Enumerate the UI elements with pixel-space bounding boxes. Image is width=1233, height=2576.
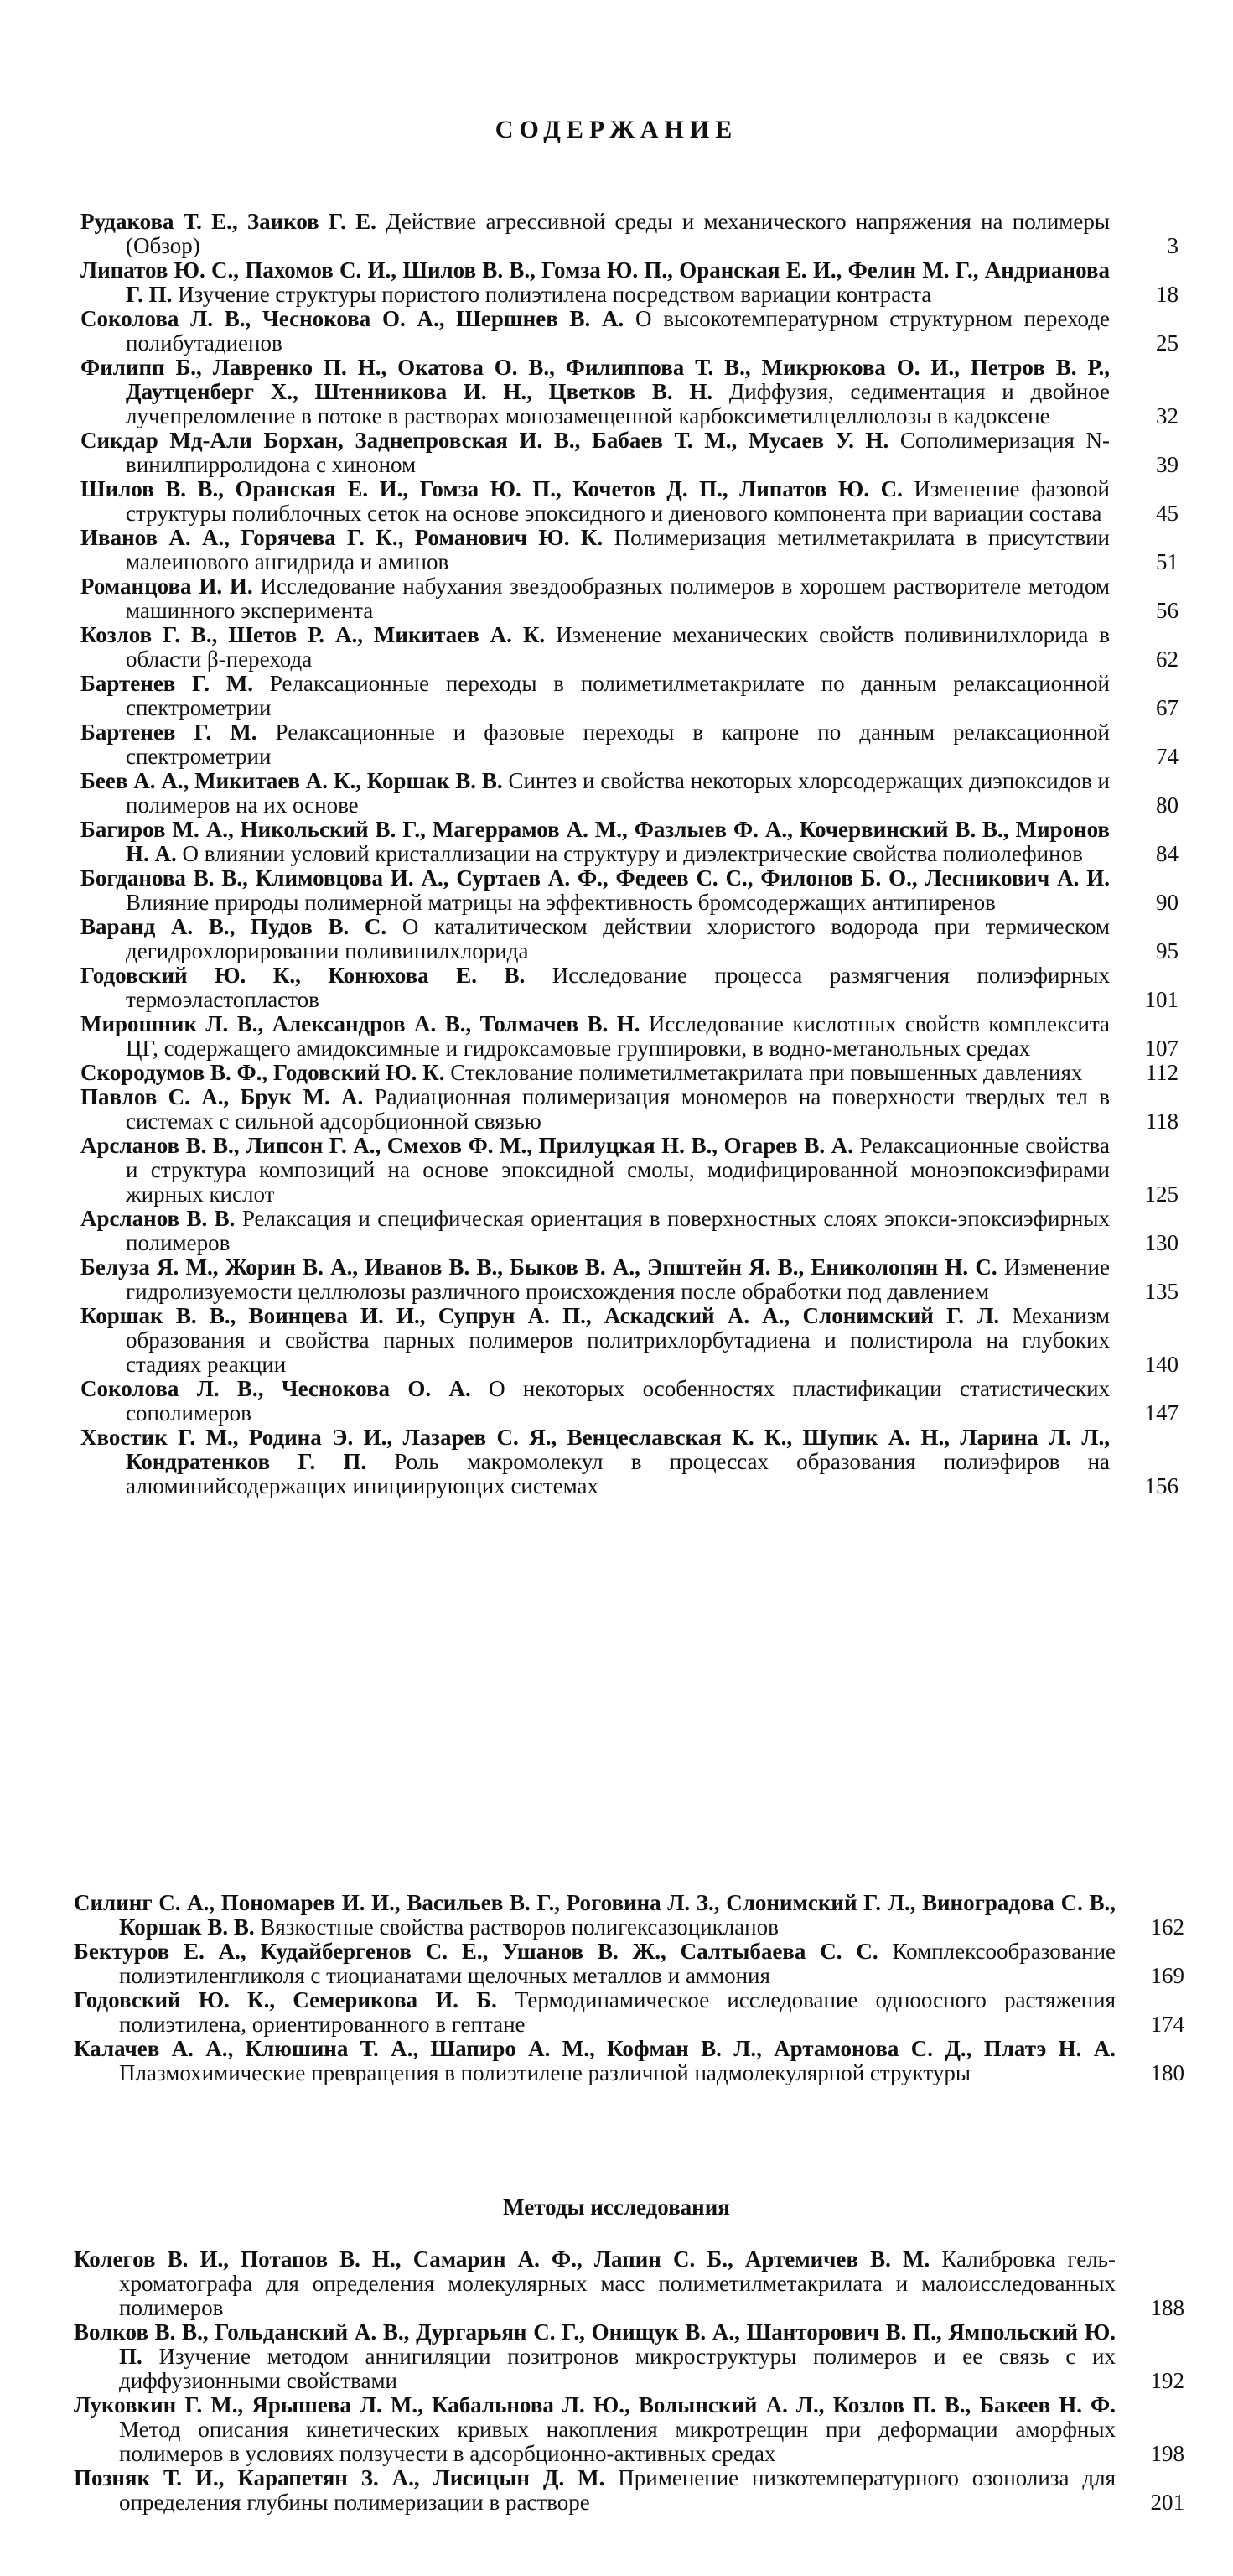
entry-page-number: 112 xyxy=(1145,1060,1179,1085)
toc-entry xyxy=(80,356,1179,428)
entry-title: Метод описания кинетических кривых накопления микротрещин при деформации аморфных полимеров в условиях ползучести в адсорбционно-активных средах xyxy=(119,2417,1116,2466)
entry-title: Диффузия, седиментация и двойное лучепреломление в потоке в растворах монозамещенной карбоксиметилцеллюлозы в кадоксене xyxy=(126,379,1110,428)
entry-page-number: 101 xyxy=(1144,987,1179,1012)
section-title: Методы исследования xyxy=(503,2194,730,2220)
entry-authors: Филипп Б., Лавренко П. Н., Окатова О. В., Филиппова Т. В., Микрюкова О. И., Петров В. Р., Даутценберг Х., Штенникова И. Н., Цветков В. Н. xyxy=(80,355,1110,404)
entry-page-number: 84 xyxy=(1156,841,1179,866)
entry-page-number: 25 xyxy=(1156,330,1179,356)
entry-title: Релаксационные и фазовые переходы в капроне по данным релаксационной спектрометрии xyxy=(126,719,1110,769)
entry-title: Полимеризация метилметакрилата в присутствии малеинового ангидрида и аминов xyxy=(126,525,1110,574)
entry-page-number: 80 xyxy=(1156,792,1179,818)
entry-page-number: 192 xyxy=(1150,2368,1184,2393)
contents-list-3 xyxy=(74,2247,1184,2515)
entry-authors: Годовский Ю. К., Конюхова Е. В. xyxy=(80,963,526,988)
entry-page-number: 56 xyxy=(1156,598,1179,623)
entry-authors: Бартенев Г. М. xyxy=(80,719,257,745)
entry-authors: Калачев А. А., Клюшина Т. А., Шапиро А. М., Кофман В. Л., Артамонова С. Д., Платэ Н. А. xyxy=(74,2036,1116,2061)
entry-authors: Павлов С. А., Брук М. А. xyxy=(80,1084,364,1109)
toc-entry xyxy=(80,818,1179,866)
entry-authors: Силинг С. А., Пономарев И. И., Васильев В. Г., Роговина Л. З., Слонимский Г. Л., Виноградова С. В., Коршак В. В. xyxy=(74,1890,1116,1940)
entry-page-number: 180 xyxy=(1150,2060,1184,2085)
entry-page-number: 90 xyxy=(1156,890,1179,915)
entry-title: Действие агрессивной среды и механического напряжения на полимеры (Обзор) xyxy=(126,209,1110,258)
toc-entry xyxy=(80,623,1179,672)
entry-title: Релаксационные переходы в полиметилметакрилате по данным релаксационной спектрометрии xyxy=(126,671,1110,720)
entry-authors: Арсланов В. В., Липсон Г. А., Смехов Ф. М., Прилуцкая Н. В., Огарев В. А. xyxy=(80,1133,853,1158)
entry-authors: Рудакова Т. Е., Заиков Г. Е. xyxy=(80,209,376,234)
toc-entry xyxy=(80,1426,1179,1498)
entry-authors: Позняк Т. И., Карапетян З. А., Лисицын Д. М. xyxy=(74,2465,605,2490)
toc-entry xyxy=(80,915,1179,963)
entry-title: Применение низкотемпературного озонолиза для определения глубины полимеризации в растворе xyxy=(119,2465,1116,2515)
entry-page-number: 51 xyxy=(1156,549,1179,574)
entry-title: Сополимеризация N-винилпирролидона с хиноном xyxy=(126,428,1110,477)
toc-entry xyxy=(74,1988,1184,2037)
toc-entry xyxy=(74,2466,1184,2515)
entry-authors: Годовский Ю. К., Семерикова И. Б. xyxy=(74,1987,497,2012)
toc-entry xyxy=(80,1304,1179,1377)
toc-entry xyxy=(80,1255,1179,1304)
entry-page-number: 162 xyxy=(1150,1914,1184,1940)
entry-authors: Беев А. А., Микитаев А. К., Коршак В. В. xyxy=(80,768,503,793)
entry-authors: Варанд А. В., Пудов В. С. xyxy=(80,914,387,939)
entry-authors: Романцова И. И. xyxy=(80,574,253,599)
entry-page-number: 3 xyxy=(1167,233,1179,258)
entry-page-number: 74 xyxy=(1156,744,1179,769)
entry-title: Вязкостные свойства растворов полигексазоцикланов xyxy=(260,1914,779,1940)
toc-entry xyxy=(80,963,1179,1012)
entry-authors: Сикдар Мд-Али Борхан, Заднепровская И. В., Бабаев Т. М., Мусаев У. Н. xyxy=(80,428,889,453)
toc-entry xyxy=(80,1134,1179,1207)
entry-title: Изменение фазовой структуры полиблочных сеток на основе эпоксидного и диенового компонента при вариации состава xyxy=(126,476,1111,526)
entry-authors: Богданова В. В., Климовцова И. А., Суртаев А. Ф., Федеев С. С., Филонов Б. О., Лесникович А. И. xyxy=(80,865,1110,891)
entry-page-number: 130 xyxy=(1144,1230,1179,1255)
entry-page-number: 135 xyxy=(1144,1279,1179,1304)
entry-page-number: 95 xyxy=(1156,938,1179,963)
toc-entry xyxy=(80,574,1179,623)
entry-authors: Скородумов В. Ф., Годовский Ю. К. xyxy=(80,1060,445,1085)
entry-page-number: 67 xyxy=(1156,695,1179,720)
entry-authors: Бектуров Е. А., Кудайбергенов С. Е., Ушанов В. Ж., Салтыбаева С. С. xyxy=(74,1939,878,1964)
toc-entry xyxy=(74,2320,1184,2393)
entry-page-number: 18 xyxy=(1156,282,1179,307)
entry-title: Релаксация и специфическая ориентация в поверхностных слоях эпокси-эпоксиэфирных полимеров xyxy=(126,1206,1111,1255)
entry-title: Термодинамическое исследование одноосного растяжения полиэтилена, ориентированного в гептане xyxy=(119,1987,1116,2037)
entry-title: Калибровка гель-хроматографа для определения молекулярных масс полиметилметакрилата и малоисследованных полимеров xyxy=(119,2246,1116,2320)
page-title: СОДЕРЖАНИЕ xyxy=(495,116,738,143)
entry-title: О высокотемпературном структурном переходе полибутадиенов xyxy=(126,306,1110,356)
toc-entry xyxy=(80,1377,1179,1426)
entry-authors: Соколова Л. В., Чеснокова О. А. xyxy=(80,1376,471,1401)
entry-page-number: 45 xyxy=(1156,501,1179,526)
toc-entry xyxy=(80,428,1179,477)
entry-page-number: 169 xyxy=(1150,1963,1184,1988)
entry-page-number: 156 xyxy=(1144,1473,1179,1498)
entry-authors: Иванов А. А., Горячева Г. К., Романович Ю. К. xyxy=(80,525,604,550)
toc-entry xyxy=(80,1207,1179,1255)
entry-authors: Хвостик Г. М., Родина Э. И., Лазарев С. Я., Венцеславская К. К., Шупик А. Н., Ларина Л. Л., Кондратенков Г. П. xyxy=(80,1425,1110,1474)
contents-list-2 xyxy=(74,1891,1184,2085)
entry-title: Изучение методом аннигиляции позитронов микроструктуры полимеров и ее связь с их диффузионными свойствами xyxy=(119,2344,1116,2393)
entry-title: Роль макромолекул в процессах образования полиэфиров на алюминийсодержащих инициирующих системах xyxy=(126,1449,1111,1498)
toc-entry xyxy=(80,526,1179,574)
entry-authors: Белуза Я. М., Жорин В. А., Иванов В. В., Быков В. А., Эпштейн Я. В., Ениколопян Н. С. xyxy=(80,1254,997,1280)
toc-entry xyxy=(74,2393,1184,2466)
toc-entry xyxy=(74,1891,1184,1940)
entry-page-number: 32 xyxy=(1156,403,1179,428)
toc-entry xyxy=(80,1012,1179,1061)
entry-title: О влиянии условий кристаллизации на структуру и диэлектрические свойства полиолефинов xyxy=(182,841,1083,866)
entry-title: Исследование кислотных свойств комплексита ЦГ, содержащего амидоксимные и гидроксамовые группировки, в водно-метанольных средах xyxy=(126,1011,1111,1061)
entry-title: Синтез и свойства некоторых хлорсодержащих диэпоксидов и полимеров на их основе xyxy=(126,768,1110,818)
toc-entry xyxy=(74,2037,1184,2085)
entry-title: О некоторых особенностях пластификации статистических сополимеров xyxy=(126,1376,1111,1426)
entry-authors: Арсланов В. В. xyxy=(80,1206,236,1231)
toc-entry xyxy=(80,1061,1179,1085)
entry-authors: Мирошник Л. В., Александров А. В., Толмачев В. Н. xyxy=(80,1011,640,1036)
entry-authors: Шилов В. В., Оранская Е. И., Гомза Ю. П., Кочетов Д. П., Липатов Ю. С. xyxy=(80,476,903,501)
toc-entry xyxy=(80,477,1179,526)
entry-authors: Липатов Ю. С., Пахомов С. И., Шилов В. В., Гомза Ю. П., Оранская Е. И., Фелин М. Г., Андрианова Г. П. xyxy=(80,257,1110,307)
entry-title: Изучение структуры пористого полиэтилена посредством вариации контраста xyxy=(178,282,932,307)
entry-authors: Соколова Л. В., Чеснокова О. А., Шершнев В. А. xyxy=(80,306,624,331)
entry-page-number: 201 xyxy=(1150,2490,1184,2515)
entry-title: Изменение гидролизуемости целлюлозы различного происхождения после обработки под давлением xyxy=(126,1254,1110,1304)
toc-entry xyxy=(80,258,1179,307)
toc-entry xyxy=(74,2247,1184,2320)
toc-entry xyxy=(80,1085,1179,1134)
entry-authors: Багиров М. А., Никольский В. Г., Магеррамов А. М., Фазлыев Ф. А., Кочервинский В. В., Миронов Н. А. xyxy=(80,817,1110,866)
entry-page-number: 118 xyxy=(1145,1109,1179,1134)
entry-title: Исследование процесса размягчения полиэфирных термоэластопластов xyxy=(126,963,1111,1012)
toc-entry xyxy=(80,210,1179,258)
entry-page-number: 198 xyxy=(1150,2441,1184,2466)
toc-entry xyxy=(74,1940,1184,1988)
entry-authors: Волков В. В., Гольданский А. В., Дургарьян С. Г., Онищук В. А., Шанторович В. П., Ямпольский Ю. П. xyxy=(74,2319,1116,2369)
entry-title: Плазмохимические превращения в полиэтилене различной надмолекулярной структуры xyxy=(119,2060,971,2085)
entry-title: Изменение механических свойств поливинилхлорида в области β-перехода xyxy=(126,622,1111,672)
entry-title: Стеклование полиметилметакрилата при повышенных давлениях xyxy=(450,1060,1083,1085)
toc-entry xyxy=(80,672,1179,720)
toc-entry xyxy=(80,866,1179,915)
entry-page-number: 140 xyxy=(1144,1352,1179,1377)
toc-entry xyxy=(80,307,1179,356)
entry-page-number: 147 xyxy=(1144,1400,1179,1426)
entry-title: Радиационная полимеризация мономеров на поверхности твердых тел в системах с сильной адсорбционной связью xyxy=(126,1084,1110,1134)
entry-authors: Бартенев Г. М. xyxy=(80,671,254,696)
entry-page-number: 39 xyxy=(1156,452,1179,477)
entry-title: Механизм образования и свойства парных полимеров политрихлорбутадиена и полистирола на глубоких стадиях реакции xyxy=(126,1303,1110,1377)
entry-page-number: 62 xyxy=(1156,647,1179,672)
entry-title: Влияние природы полимерной матрицы на эффективность бромсодержащих антипиренов xyxy=(126,890,996,915)
entry-page-number: 174 xyxy=(1150,2012,1184,2037)
entry-page-number: 188 xyxy=(1150,2295,1184,2320)
entry-title: О каталитическом действии хлористого водорода при термическом дегидрохлорировании поливинилхлорида xyxy=(126,914,1111,963)
entry-title: Исследование набухания звездообразных полимеров в хорошем растворителе методом машинного эксперимента xyxy=(126,574,1111,623)
entry-authors: Козлов Г. В., Шетов Р. А., Микитаев А. К. xyxy=(80,622,546,647)
entry-page-number: 125 xyxy=(1144,1182,1179,1207)
entry-authors: Колегов В. И., Потапов В. Н., Самарин А. Ф., Лапин С. Б., Артемичев В. М. xyxy=(74,2246,930,2272)
entry-title: Комплексообразование полиэтиленгликоля с тиоцианатами щелочных металлов и аммония xyxy=(119,1939,1116,1988)
entry-title: Релаксационные свойства и структура композиций на основе эпоксидной смолы, модифицированной моноэпоксиэфирами жирных кислот xyxy=(126,1133,1110,1207)
entry-page-number: 107 xyxy=(1144,1036,1179,1061)
contents-list xyxy=(80,210,1179,1498)
entry-authors: Коршак В. В., Воинцева И. И., Супрун А. П., Аскадский А. А., Слонимский Г. Л. xyxy=(80,1303,1000,1328)
toc-entry xyxy=(80,769,1179,818)
toc-entry xyxy=(80,720,1179,769)
entry-authors: Луковкин Г. М., Ярышева Л. М., Кабальнова Л. Ю., Волынский А. Л., Козлов П. В., Бакеев Н. Ф. xyxy=(74,2392,1116,2418)
